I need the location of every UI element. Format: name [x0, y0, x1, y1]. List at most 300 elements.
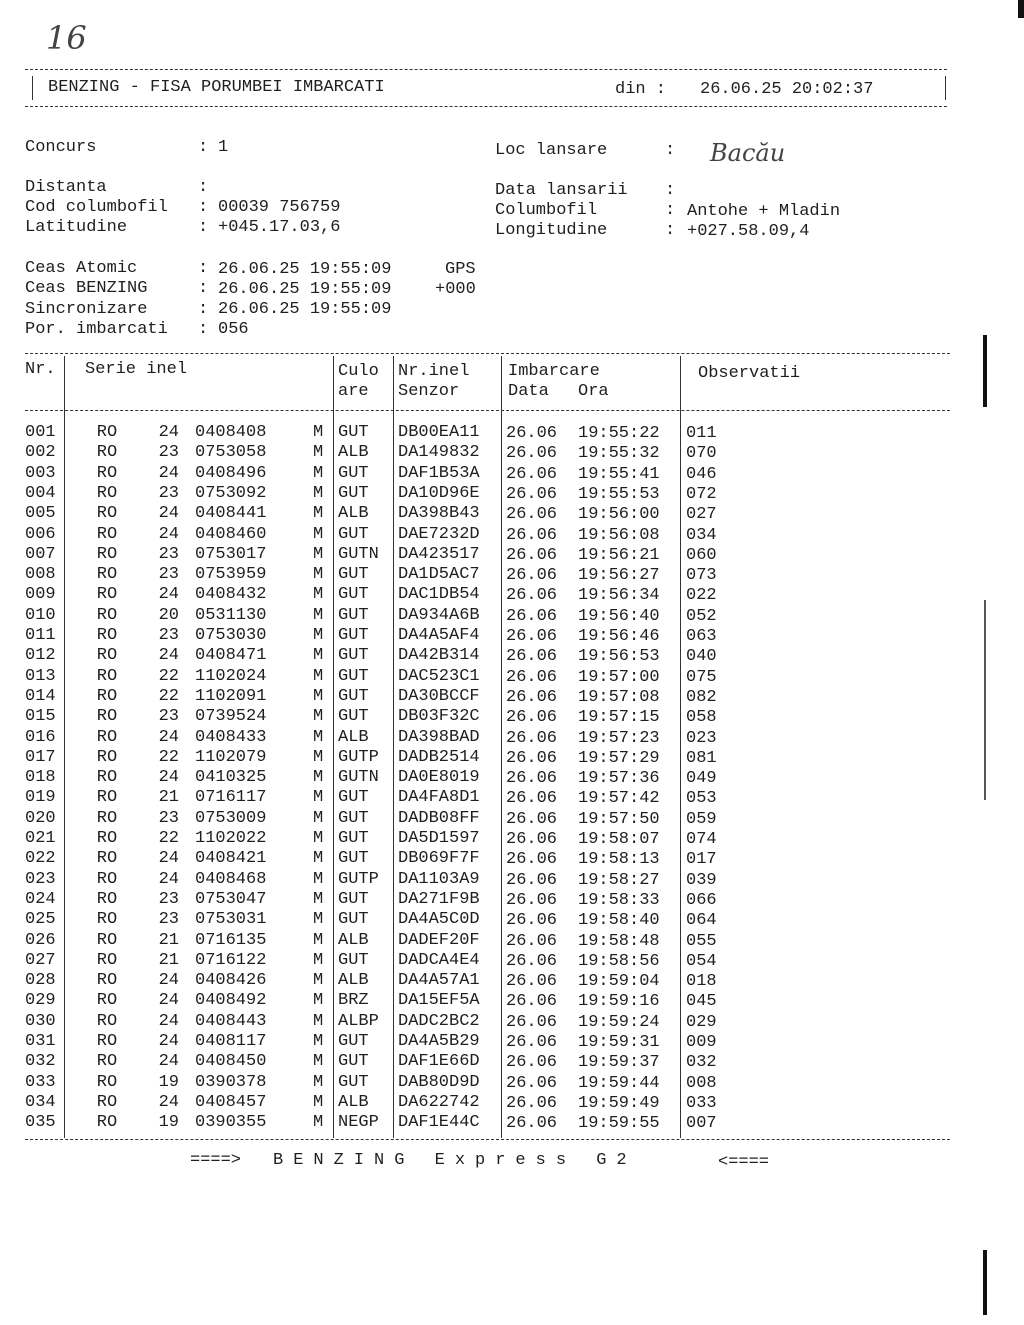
cell-time: 19:59:55 — [578, 1114, 660, 1134]
cell-sex: M — [313, 869, 324, 889]
cell-color: NEGP — [338, 1113, 379, 1133]
cell-country: RO — [96, 910, 118, 930]
cell-time: 19:59:44 — [578, 1073, 660, 1093]
cell-country: RO — [96, 950, 118, 970]
cell-sensor: DA15EF5A — [398, 991, 480, 1011]
cell-time: 19:57:50 — [578, 809, 660, 829]
cell-date: 26.06 — [506, 1093, 558, 1113]
cell-country: RO — [96, 483, 118, 503]
cell-observatii: 074 — [686, 830, 717, 849]
cell-country: RO — [96, 747, 118, 767]
table-row — [0, 606, 1000, 626]
cell-date: 26.06 — [506, 748, 558, 768]
cell-date: 26.06 — [506, 931, 558, 951]
scan-mark-mid — [983, 335, 987, 407]
cell-country: RO — [96, 423, 118, 442]
cell-sensor: DA42B314 — [398, 646, 480, 666]
header-ora: Ora — [578, 382, 609, 401]
header-nr-inel: Nr.inel — [398, 362, 470, 381]
footer-right-arrow: <==== — [718, 1153, 770, 1172]
data-lansarii-label: Data lansarii — [495, 181, 628, 200]
cell-time: 19:58:07 — [578, 830, 660, 849]
cell-year: 19 — [158, 1072, 179, 1092]
cell-year: 24 — [158, 463, 179, 483]
cell-sensor: DA4FA8D1 — [398, 788, 480, 808]
table-row — [0, 1052, 1000, 1072]
ceas-benzing-colon: : — [198, 279, 209, 298]
cell-observatii: 029 — [686, 1012, 717, 1032]
cell-serial: 0390355 — [195, 1113, 267, 1133]
cell-country: RO — [96, 443, 118, 463]
cell-country: RO — [96, 646, 118, 666]
cell-serial: 0753092 — [195, 483, 267, 503]
cell-nr: 018 — [25, 768, 56, 788]
cell-time: 19:57:29 — [578, 748, 660, 768]
ceas-atomic-value: 26.06.25 19:55:09 — [218, 260, 392, 279]
cell-color: GUT — [338, 524, 369, 544]
cell-sex: M — [313, 788, 324, 808]
cell-color: GUT — [338, 666, 369, 686]
cell-nr: 005 — [25, 504, 56, 524]
cell-time: 19:55:53 — [578, 484, 660, 504]
report-title: BENZING - FISA PORUMBEI IMBARCATI — [48, 78, 385, 97]
cell-color: GUT — [338, 423, 369, 442]
table-bottom-rule — [25, 1139, 950, 1140]
cell-time: 19:59:49 — [578, 1093, 660, 1113]
cell-date: 26.06 — [506, 1073, 558, 1093]
sincronizare-label: Sincronizare — [25, 300, 148, 319]
cell-observatii: 052 — [686, 606, 717, 626]
cell-observatii: 040 — [686, 647, 717, 667]
cell-date: 26.06 — [506, 830, 558, 849]
cell-country: RO — [96, 889, 118, 909]
cell-country: RO — [96, 768, 118, 788]
concurs-colon: : — [198, 138, 209, 157]
cell-country: RO — [96, 504, 118, 524]
cell-observatii: 027 — [686, 505, 717, 525]
cell-country: RO — [96, 971, 118, 991]
header-senzor: Senzor — [398, 382, 460, 401]
cell-sensor: DAB80D9D — [398, 1072, 480, 1092]
cell-serial: 0408460 — [195, 524, 267, 544]
table-row — [0, 728, 1000, 748]
header-nr: Nr. — [25, 360, 56, 379]
cell-sensor: DA4A57A1 — [398, 971, 480, 991]
cell-sex: M — [313, 443, 324, 463]
loc-lansare-label: Loc lansare — [495, 141, 608, 160]
cell-nr: 017 — [25, 747, 56, 767]
cell-color: GUT — [338, 565, 369, 585]
cell-year: 22 — [158, 686, 179, 706]
cell-color: GUTP — [338, 869, 379, 889]
table-row — [0, 667, 1000, 687]
cell-sensor: DAF1B53A — [398, 463, 480, 483]
cod-columbofil-value: 00039 756759 — [218, 198, 341, 217]
loc-lansare-colon: : — [665, 141, 676, 160]
cell-year: 23 — [158, 565, 179, 585]
cell-serial: 0408426 — [195, 971, 267, 991]
cell-color: GUT — [338, 646, 369, 666]
cell-color: GUT — [338, 829, 369, 848]
table-row — [0, 707, 1000, 727]
cell-observatii: 063 — [686, 627, 717, 646]
cell-year: 21 — [158, 788, 179, 808]
cell-year: 24 — [158, 991, 179, 1011]
cell-time: 19:56:00 — [578, 505, 660, 525]
cell-country: RO — [96, 605, 118, 625]
cell-nr: 007 — [25, 544, 56, 564]
cell-sex: M — [313, 626, 324, 645]
cell-sensor: DADB08FF — [398, 808, 480, 828]
latitudine-colon: : — [198, 218, 209, 237]
table-row — [0, 565, 1000, 585]
table-row — [0, 687, 1000, 707]
cell-sensor: DA423517 — [398, 544, 480, 564]
cell-year: 24 — [158, 1011, 179, 1031]
cell-date: 26.06 — [506, 606, 558, 626]
table-row — [0, 748, 1000, 768]
cell-country: RO — [96, 666, 118, 686]
cell-date: 26.06 — [506, 890, 558, 910]
cell-year: 24 — [158, 768, 179, 788]
cod-columbofil-colon: : — [198, 198, 209, 217]
cell-nr: 024 — [25, 889, 56, 909]
cell-color: GUT — [338, 463, 369, 483]
cell-sex: M — [313, 727, 324, 747]
cell-sex: M — [313, 889, 324, 909]
handwritten-page-number: 16 — [46, 19, 87, 57]
footer-brand: BENZING Express G2 — [273, 1151, 637, 1170]
cell-date: 26.06 — [506, 667, 558, 687]
cell-observatii: 018 — [686, 972, 717, 992]
cell-serial: 0753031 — [195, 910, 267, 930]
report-datetime: 26.06.25 20:02:37 — [700, 80, 874, 99]
cell-sensor: DA1103A9 — [398, 869, 480, 889]
cell-sensor: DAF1E44C — [398, 1113, 480, 1133]
latitudine-label: Latitudine — [25, 218, 128, 237]
cell-country: RO — [96, 808, 118, 828]
cell-date: 26.06 — [506, 687, 558, 707]
cell-nr: 003 — [25, 463, 56, 483]
cell-color: GUT — [338, 1052, 369, 1072]
cell-time: 19:56:27 — [578, 566, 660, 586]
cell-nr: 031 — [25, 1032, 56, 1051]
cell-sex: M — [313, 1032, 324, 1051]
loc-lansare-handwritten: Bacău — [710, 139, 786, 167]
cell-serial: 1102091 — [195, 686, 267, 706]
cell-sex: M — [313, 1113, 324, 1133]
scan-mark-low — [983, 1250, 987, 1315]
cell-serial: 0753047 — [195, 889, 267, 909]
table-row — [0, 525, 1000, 545]
cell-time: 19:56:34 — [578, 586, 660, 606]
cell-nr: 011 — [25, 626, 56, 645]
cell-color: ALB — [338, 930, 369, 950]
cell-observatii: 008 — [686, 1073, 717, 1093]
table-row — [0, 829, 1000, 849]
cell-observatii: 033 — [686, 1093, 717, 1113]
cell-observatii: 049 — [686, 769, 717, 789]
cell-date: 26.06 — [506, 566, 558, 586]
cell-year: 21 — [158, 930, 179, 950]
cell-country: RO — [96, 686, 118, 706]
cell-observatii: 072 — [686, 484, 717, 504]
longitudine-value: +027.58.09,4 — [687, 222, 810, 241]
cell-year: 19 — [158, 1113, 179, 1133]
cell-date: 26.06 — [506, 951, 558, 971]
cell-observatii: 023 — [686, 728, 717, 748]
table-row — [0, 788, 1000, 808]
cell-country: RO — [96, 565, 118, 585]
table-row — [0, 931, 1000, 951]
cell-color: ALB — [338, 504, 369, 524]
cell-sex: M — [313, 423, 324, 442]
cell-year: 22 — [158, 666, 179, 686]
cell-year: 23 — [158, 626, 179, 645]
cell-year: 20 — [158, 605, 179, 625]
header-culoare-2: are — [338, 382, 369, 401]
cell-observatii: 075 — [686, 667, 717, 687]
cell-color: GUT — [338, 1072, 369, 1092]
cell-country: RO — [96, 1052, 118, 1072]
por-imbarcati-value: 056 — [218, 320, 249, 339]
cell-sensor: DA271F9B — [398, 889, 480, 909]
header-bottom-rule — [25, 106, 947, 107]
cell-date: 26.06 — [506, 1114, 558, 1134]
table-row — [0, 626, 1000, 646]
cell-year: 24 — [158, 423, 179, 442]
cell-country: RO — [96, 463, 118, 483]
cell-date: 26.06 — [506, 525, 558, 545]
table-row — [0, 1073, 1000, 1093]
report-date-label: din : — [615, 80, 667, 99]
cell-nr: 028 — [25, 971, 56, 991]
cell-sex: M — [313, 1092, 324, 1112]
cell-color: GUTN — [338, 544, 379, 564]
cell-nr: 030 — [25, 1011, 56, 1031]
header-culoare-1: Culo — [338, 362, 379, 381]
cell-serial: 0753058 — [195, 443, 267, 463]
cell-observatii: 007 — [686, 1114, 717, 1134]
cell-serial: 1102024 — [195, 666, 267, 686]
cell-sensor: DADEF20F — [398, 930, 480, 950]
cell-year: 23 — [158, 483, 179, 503]
cod-columbofil-label: Cod columbofil — [25, 198, 168, 217]
cell-year: 24 — [158, 504, 179, 524]
cell-observatii: 066 — [686, 890, 717, 910]
cell-sensor: DA1D5AC7 — [398, 565, 480, 585]
cell-time: 19:58:56 — [578, 951, 660, 971]
cell-year: 24 — [158, 727, 179, 747]
cell-observatii: 011 — [686, 424, 717, 443]
header-imbarcare: Imbarcare — [508, 362, 600, 381]
cell-sensor: DA4A5AF4 — [398, 626, 480, 645]
footer-left-arrow: ====> — [190, 1151, 242, 1170]
cell-sensor: DB069F7F — [398, 849, 480, 869]
cell-date: 26.06 — [506, 647, 558, 667]
header-left-border — [32, 76, 33, 100]
cell-date: 26.06 — [506, 505, 558, 525]
cell-sex: M — [313, 829, 324, 848]
cell-time: 19:59:04 — [578, 972, 660, 992]
cell-sensor: DA5D1597 — [398, 829, 480, 848]
scan-mark-top — [1018, 0, 1024, 18]
cell-year: 24 — [158, 524, 179, 544]
cell-nr: 022 — [25, 849, 56, 869]
cell-color: GUT — [338, 483, 369, 503]
cell-time: 19:57:23 — [578, 728, 660, 748]
header-serie-inel: Serie inel — [85, 360, 188, 379]
cell-date: 26.06 — [506, 708, 558, 728]
header-observatii: Observatii — [698, 364, 801, 383]
cell-nr: 034 — [25, 1092, 56, 1112]
cell-country: RO — [96, 626, 118, 645]
cell-observatii: 058 — [686, 708, 717, 728]
ceas-atomic-label: Ceas Atomic — [25, 259, 138, 278]
concurs-label: Concurs — [25, 138, 97, 157]
cell-color: GUT — [338, 1032, 369, 1051]
cell-year: 21 — [158, 950, 179, 970]
cell-serial: 0408441 — [195, 504, 267, 524]
cell-sex: M — [313, 565, 324, 585]
cell-sensor: DA398B43 — [398, 504, 480, 524]
cell-sex: M — [313, 646, 324, 666]
cell-serial: 0408443 — [195, 1011, 267, 1031]
cell-time: 19:55:32 — [578, 444, 660, 464]
cell-serial: 0408457 — [195, 1092, 267, 1112]
table-row — [0, 870, 1000, 890]
cell-sensor: DAE7232D — [398, 524, 480, 544]
cell-color: GUT — [338, 626, 369, 645]
cell-sensor: DAC523C1 — [398, 666, 480, 686]
cell-sex: M — [313, 808, 324, 828]
cell-nr: 009 — [25, 585, 56, 605]
cell-time: 19:55:22 — [578, 424, 660, 443]
table-row — [0, 646, 1000, 666]
cell-sensor: DADCA4E4 — [398, 950, 480, 970]
cell-serial: 0716135 — [195, 930, 267, 950]
cell-time: 19:56:53 — [578, 647, 660, 667]
table-row — [0, 910, 1000, 930]
cell-observatii: 060 — [686, 545, 717, 565]
cell-sensor: DAF1E66D — [398, 1052, 480, 1072]
cell-color: GUT — [338, 808, 369, 828]
cell-serial: 0408496 — [195, 463, 267, 483]
cell-observatii: 054 — [686, 951, 717, 971]
cell-year: 24 — [158, 646, 179, 666]
cell-sex: M — [313, 910, 324, 930]
header-top-rule — [25, 69, 947, 70]
cell-serial: 1102022 — [195, 829, 267, 848]
cell-sex: M — [313, 483, 324, 503]
data-lansarii-colon: : — [665, 181, 676, 200]
table-row — [0, 585, 1000, 605]
cell-observatii: 009 — [686, 1033, 717, 1052]
table-row — [0, 545, 1000, 565]
cell-year: 24 — [158, 1052, 179, 1072]
cell-nr: 033 — [25, 1072, 56, 1092]
cell-nr: 010 — [25, 605, 56, 625]
cell-year: 24 — [158, 1092, 179, 1112]
cell-date: 26.06 — [506, 769, 558, 789]
cell-nr: 027 — [25, 950, 56, 970]
cell-country: RO — [96, 524, 118, 544]
columbofil-label: Columbofil — [495, 201, 598, 220]
header-right-border — [945, 76, 946, 100]
cell-country: RO — [96, 585, 118, 605]
cell-serial: 0716117 — [195, 788, 267, 808]
cell-color: ALB — [338, 727, 369, 747]
cell-serial: 0390378 — [195, 1072, 267, 1092]
cell-year: 23 — [158, 443, 179, 463]
cell-sensor: DA934A6B — [398, 605, 480, 625]
cell-year: 24 — [158, 1032, 179, 1051]
cell-time: 19:59:37 — [578, 1053, 660, 1073]
cell-country: RO — [96, 829, 118, 848]
table-row — [0, 1093, 1000, 1113]
cell-observatii: 022 — [686, 586, 717, 606]
cell-nr: 014 — [25, 686, 56, 706]
cell-year: 23 — [158, 889, 179, 909]
cell-color: ALB — [338, 971, 369, 991]
cell-observatii: 045 — [686, 992, 717, 1012]
cell-nr: 021 — [25, 829, 56, 848]
cell-sex: M — [313, 605, 324, 625]
cell-sensor: DA4A5C0D — [398, 910, 480, 930]
cell-observatii: 039 — [686, 870, 717, 890]
cell-serial: 0739524 — [195, 707, 267, 727]
cell-serial: 0408408 — [195, 423, 267, 442]
cell-year: 24 — [158, 585, 179, 605]
por-imbarcati-label: Por. imbarcati — [25, 320, 168, 339]
cell-nr: 029 — [25, 991, 56, 1011]
cell-sensor: DAC1DB54 — [398, 585, 480, 605]
cell-year: 23 — [158, 910, 179, 930]
ceas-benzing-value: 26.06.25 19:55:09 — [218, 280, 392, 299]
cell-sex: M — [313, 930, 324, 950]
cell-nr: 035 — [25, 1113, 56, 1133]
por-imbarcati-colon: : — [198, 320, 209, 339]
cell-serial: 0408450 — [195, 1052, 267, 1072]
cell-nr: 013 — [25, 666, 56, 686]
cell-sex: M — [313, 849, 324, 869]
cell-observatii: 070 — [686, 444, 717, 464]
cell-sex: M — [313, 666, 324, 686]
cell-time: 19:58:48 — [578, 931, 660, 951]
cell-time: 19:57:36 — [578, 769, 660, 789]
cell-country: RO — [96, 788, 118, 808]
cell-date: 26.06 — [506, 444, 558, 464]
cell-date: 26.06 — [506, 424, 558, 443]
table-row — [0, 971, 1000, 991]
cell-nr: 002 — [25, 443, 56, 463]
table-header-rule — [25, 410, 950, 411]
cell-year: 23 — [158, 707, 179, 727]
cell-country: RO — [96, 991, 118, 1011]
cell-country: RO — [96, 1011, 118, 1031]
cell-sensor: DA4A5B29 — [398, 1032, 480, 1051]
cell-country: RO — [96, 1072, 118, 1092]
cell-serial: 0408421 — [195, 849, 267, 869]
table-row — [0, 890, 1000, 910]
table-row — [0, 504, 1000, 524]
table-row — [0, 809, 1000, 829]
cell-sensor: DA398BAD — [398, 727, 480, 747]
cell-color: GUT — [338, 788, 369, 808]
cell-color: GUT — [338, 849, 369, 869]
cell-sex: M — [313, 544, 324, 564]
table-row — [0, 1012, 1000, 1032]
